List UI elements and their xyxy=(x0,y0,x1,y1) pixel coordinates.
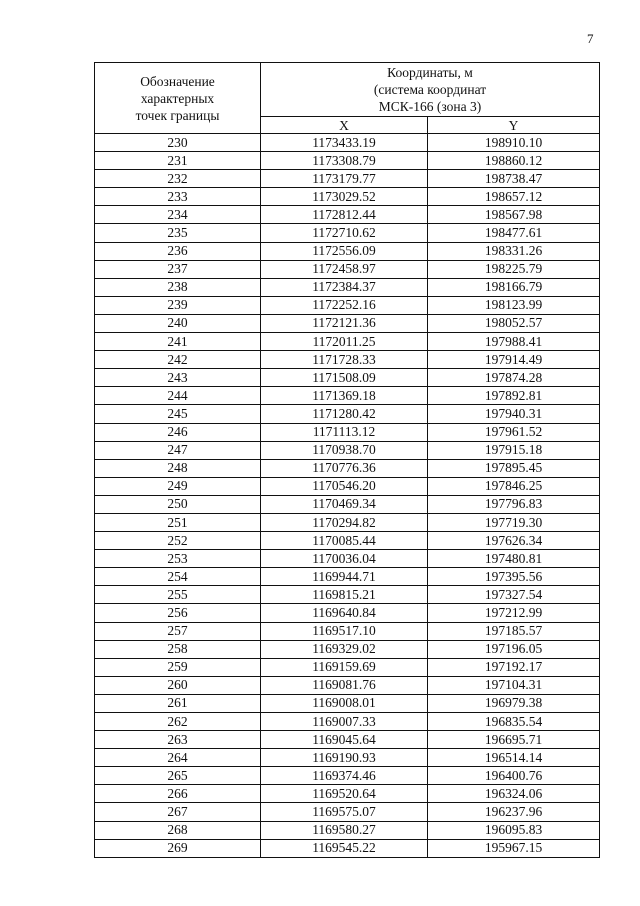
point-id-cell: 232 xyxy=(95,170,261,188)
y-coordinate-cell: 195967.15 xyxy=(428,839,600,857)
y-coordinate-cell: 198225.79 xyxy=(428,260,600,278)
y-coordinate-cell: 198331.26 xyxy=(428,242,600,260)
point-id-cell: 266 xyxy=(95,785,261,803)
x-coordinate-cell: 1172710.62 xyxy=(261,224,428,242)
y-coordinate-cell: 198123.99 xyxy=(428,296,600,314)
point-id-cell: 241 xyxy=(95,333,261,351)
point-id-cell: 239 xyxy=(95,296,261,314)
table-row xyxy=(95,568,600,586)
x-coordinate-cell: 1172556.09 xyxy=(261,242,428,260)
point-id-cell: 262 xyxy=(95,713,261,731)
y-coordinate-cell: 197327.54 xyxy=(428,586,600,604)
y-coordinate-cell: 196514.14 xyxy=(428,749,600,767)
y-coordinate-cell: 197480.81 xyxy=(428,550,600,568)
point-id-cell: 253 xyxy=(95,550,261,568)
point-id-cell: 268 xyxy=(95,821,261,839)
y-coordinate-cell: 197185.57 xyxy=(428,622,600,640)
y-coordinate-cell: 197892.81 xyxy=(428,387,600,405)
y-coordinate-cell: 198910.10 xyxy=(428,134,600,152)
point-id-cell: 255 xyxy=(95,586,261,604)
x-coordinate-cell: 1170938.70 xyxy=(261,441,428,459)
table-row xyxy=(95,731,600,749)
y-coordinate-cell: 196237.96 xyxy=(428,803,600,821)
y-coordinate-cell: 196835.54 xyxy=(428,713,600,731)
table-row xyxy=(95,821,600,839)
point-id-cell: 261 xyxy=(95,694,261,712)
table-row xyxy=(95,658,600,676)
table-row xyxy=(95,604,600,622)
x-coordinate-cell: 1173029.52 xyxy=(261,188,428,206)
x-coordinate-cell: 1172252.16 xyxy=(261,296,428,314)
y-coordinate-cell: 197915.18 xyxy=(428,441,600,459)
point-id-cell: 265 xyxy=(95,767,261,785)
point-id-cell: 267 xyxy=(95,803,261,821)
table-row xyxy=(95,278,600,296)
x-coordinate-cell: 1169374.46 xyxy=(261,767,428,785)
y-coordinate-cell: 198052.57 xyxy=(428,314,600,332)
table-row xyxy=(95,170,600,188)
y-coordinate-cell: 196695.71 xyxy=(428,731,600,749)
point-id-cell: 230 xyxy=(95,134,261,152)
table-row xyxy=(95,767,600,785)
y-coordinate-cell: 198477.61 xyxy=(428,224,600,242)
point-id-cell: 254 xyxy=(95,568,261,586)
x-coordinate-cell: 1169815.21 xyxy=(261,586,428,604)
y-coordinate-cell: 198860.12 xyxy=(428,152,600,170)
x-coordinate-cell: 1173179.77 xyxy=(261,170,428,188)
point-id-cell: 256 xyxy=(95,604,261,622)
table-row xyxy=(95,785,600,803)
y-coordinate-cell: 197212.99 xyxy=(428,604,600,622)
x-coordinate-cell: 1169008.01 xyxy=(261,694,428,712)
y-coordinate-cell: 197895.45 xyxy=(428,459,600,477)
table-body xyxy=(95,134,600,858)
x-coordinate-cell: 1169190.93 xyxy=(261,749,428,767)
table-row xyxy=(95,532,600,550)
table-row xyxy=(95,260,600,278)
x-coordinate-cell: 1170085.44 xyxy=(261,532,428,550)
y-coordinate-cell: 197914.49 xyxy=(428,351,600,369)
x-coordinate-cell: 1169007.33 xyxy=(261,713,428,731)
x-coordinate-cell: 1170036.04 xyxy=(261,550,428,568)
y-coordinate-cell: 198166.79 xyxy=(428,278,600,296)
y-coordinate-cell: 197940.31 xyxy=(428,405,600,423)
x-coordinate-cell: 1171369.18 xyxy=(261,387,428,405)
x-coordinate-cell: 1170546.20 xyxy=(261,477,428,495)
x-coordinate-cell: 1171280.42 xyxy=(261,405,428,423)
x-coordinate-cell: 1169580.27 xyxy=(261,821,428,839)
x-coordinate-cell: 1169081.76 xyxy=(261,676,428,694)
table-row xyxy=(95,495,600,513)
point-id-cell: 240 xyxy=(95,314,261,332)
y-coordinate-cell: 197626.34 xyxy=(428,532,600,550)
y-coordinate-cell: 197719.30 xyxy=(428,513,600,531)
table-row xyxy=(95,188,600,206)
header-coordinates: Координаты, м (система координат МСК-166 (зона 3) xyxy=(261,63,600,117)
point-id-cell: 248 xyxy=(95,459,261,477)
x-coordinate-cell: 1169640.84 xyxy=(261,604,428,622)
table-row xyxy=(95,369,600,387)
table-row xyxy=(95,459,600,477)
x-coordinate-cell: 1169045.64 xyxy=(261,731,428,749)
x-coordinate-cell: 1169159.69 xyxy=(261,658,428,676)
x-coordinate-cell: 1170294.82 xyxy=(261,513,428,531)
point-id-cell: 238 xyxy=(95,278,261,296)
table-header xyxy=(95,63,600,134)
x-coordinate-cell: 1169329.02 xyxy=(261,640,428,658)
table-row xyxy=(95,314,600,332)
y-coordinate-cell: 198738.47 xyxy=(428,170,600,188)
point-id-cell: 252 xyxy=(95,532,261,550)
y-coordinate-cell: 197961.52 xyxy=(428,423,600,441)
table-row xyxy=(95,206,600,224)
point-id-cell: 258 xyxy=(95,640,261,658)
point-id-cell: 257 xyxy=(95,622,261,640)
table-row xyxy=(95,134,600,152)
table-row xyxy=(95,387,600,405)
point-id-cell: 249 xyxy=(95,477,261,495)
table-row xyxy=(95,694,600,712)
y-coordinate-cell: 196324.06 xyxy=(428,785,600,803)
point-id-cell: 234 xyxy=(95,206,261,224)
point-id-cell: 251 xyxy=(95,513,261,531)
point-id-cell: 250 xyxy=(95,495,261,513)
header-x: X xyxy=(261,117,428,134)
point-id-cell: 235 xyxy=(95,224,261,242)
point-id-cell: 264 xyxy=(95,749,261,767)
x-coordinate-cell: 1171508.09 xyxy=(261,369,428,387)
boundary-coordinates-table xyxy=(94,62,600,858)
table-row xyxy=(95,803,600,821)
point-id-cell: 237 xyxy=(95,260,261,278)
y-coordinate-cell: 197796.83 xyxy=(428,495,600,513)
table-row xyxy=(95,296,600,314)
header-y: Y xyxy=(428,117,600,134)
table-row xyxy=(95,477,600,495)
point-id-cell: 242 xyxy=(95,351,261,369)
y-coordinate-cell: 198567.98 xyxy=(428,206,600,224)
table-row xyxy=(95,152,600,170)
y-coordinate-cell: 198657.12 xyxy=(428,188,600,206)
x-coordinate-cell: 1173308.79 xyxy=(261,152,428,170)
point-id-cell: 233 xyxy=(95,188,261,206)
point-id-cell: 231 xyxy=(95,152,261,170)
x-coordinate-cell: 1172812.44 xyxy=(261,206,428,224)
table-row xyxy=(95,676,600,694)
table-row xyxy=(95,351,600,369)
x-coordinate-cell: 1173433.19 xyxy=(261,134,428,152)
point-id-cell: 260 xyxy=(95,676,261,694)
point-id-cell: 247 xyxy=(95,441,261,459)
header-point-designation: Обозначение характерных точек границы xyxy=(95,63,261,134)
y-coordinate-cell: 196400.76 xyxy=(428,767,600,785)
x-coordinate-cell: 1169545.22 xyxy=(261,839,428,857)
point-id-cell: 263 xyxy=(95,731,261,749)
point-id-cell: 243 xyxy=(95,369,261,387)
x-coordinate-cell: 1172011.25 xyxy=(261,333,428,351)
y-coordinate-cell: 197104.31 xyxy=(428,676,600,694)
y-coordinate-cell: 196095.83 xyxy=(428,821,600,839)
y-coordinate-cell: 197846.25 xyxy=(428,477,600,495)
table-row xyxy=(95,749,600,767)
point-id-cell: 245 xyxy=(95,405,261,423)
y-coordinate-cell: 196979.38 xyxy=(428,694,600,712)
point-id-cell: 236 xyxy=(95,242,261,260)
y-coordinate-cell: 197874.28 xyxy=(428,369,600,387)
point-id-cell: 244 xyxy=(95,387,261,405)
table-row xyxy=(95,586,600,604)
table-row xyxy=(95,441,600,459)
table-row xyxy=(95,839,600,857)
table-row xyxy=(95,405,600,423)
y-coordinate-cell: 197988.41 xyxy=(428,333,600,351)
point-id-cell: 259 xyxy=(95,658,261,676)
x-coordinate-cell: 1169517.10 xyxy=(261,622,428,640)
x-coordinate-cell: 1171113.12 xyxy=(261,423,428,441)
x-coordinate-cell: 1171728.33 xyxy=(261,351,428,369)
table-row xyxy=(95,550,600,568)
table-row xyxy=(95,640,600,658)
x-coordinate-cell: 1172121.36 xyxy=(261,314,428,332)
table-row xyxy=(95,622,600,640)
x-coordinate-cell: 1170469.34 xyxy=(261,495,428,513)
y-coordinate-cell: 197192.17 xyxy=(428,658,600,676)
table-row xyxy=(95,513,600,531)
x-coordinate-cell: 1170776.36 xyxy=(261,459,428,477)
page-number: 7 xyxy=(587,31,594,46)
point-id-cell: 246 xyxy=(95,423,261,441)
x-coordinate-cell: 1169520.64 xyxy=(261,785,428,803)
table-row xyxy=(95,242,600,260)
x-coordinate-cell: 1172458.97 xyxy=(261,260,428,278)
point-id-cell: 269 xyxy=(95,839,261,857)
table-row xyxy=(95,333,600,351)
table-row xyxy=(95,224,600,242)
y-coordinate-cell: 197395.56 xyxy=(428,568,600,586)
x-coordinate-cell: 1172384.37 xyxy=(261,278,428,296)
table-row xyxy=(95,423,600,441)
x-coordinate-cell: 1169575.07 xyxy=(261,803,428,821)
y-coordinate-cell: 197196.05 xyxy=(428,640,600,658)
x-coordinate-cell: 1169944.71 xyxy=(261,568,428,586)
table-row xyxy=(95,713,600,731)
